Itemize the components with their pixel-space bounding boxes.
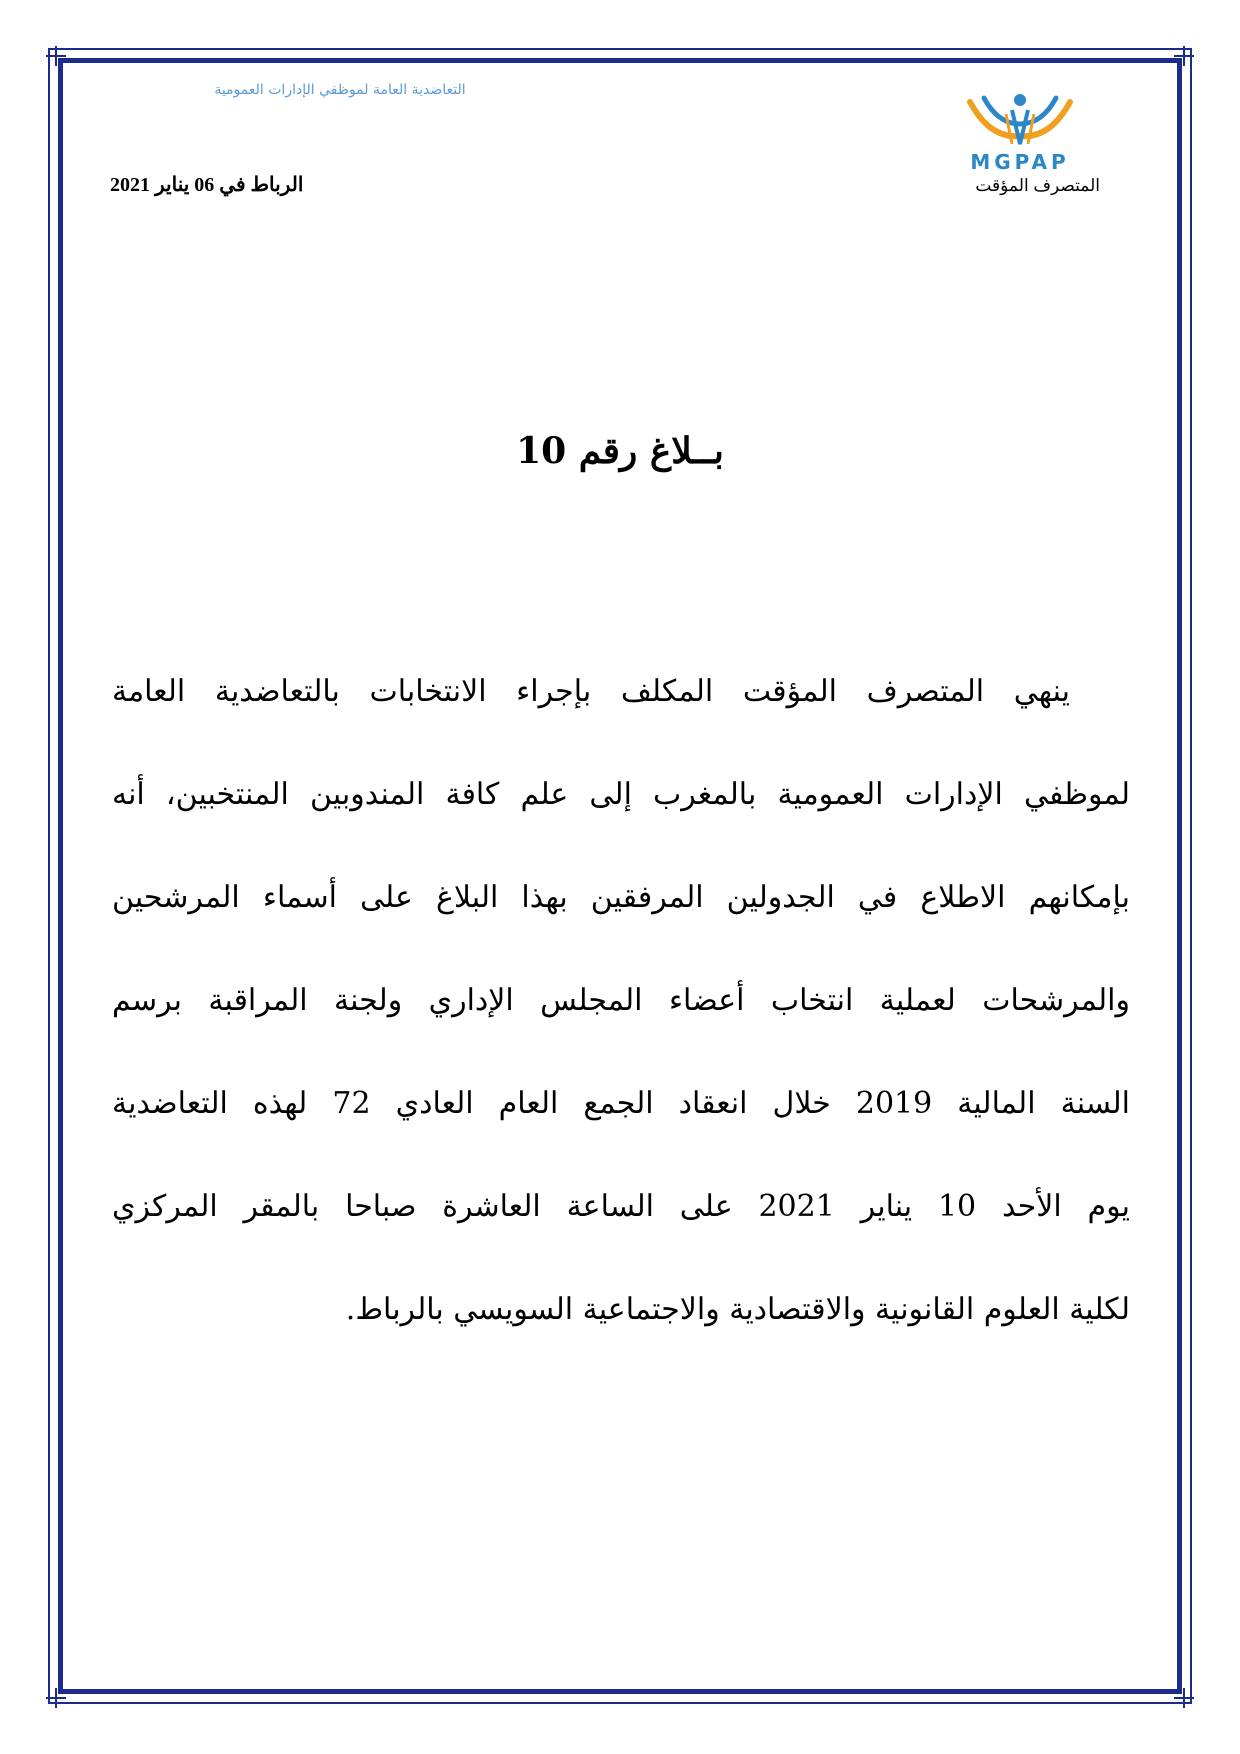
corner-ornament-bottom-right: [1174, 1688, 1194, 1708]
body-line: والمرشحات لعملية انتخاب أعضاء المجلس الإداري ولجنة المراقبة برسم: [112, 983, 1130, 1018]
mgpap-logo: [950, 84, 1090, 176]
logo-wordmark: MGPAP: [970, 150, 1070, 174]
body-line: ينهي المتصرف المؤقت المكلف بإجراء الانتخابات بالتعاضدية العامة: [112, 674, 1070, 709]
logo-emblem-icon: [950, 84, 1090, 154]
body-line: لموظفي الإدارات العمومية بالمغرب إلى علم كافة المندوبين المنتخبين، أنه: [112, 777, 1130, 812]
corner-ornament-bottom-left: [46, 1688, 66, 1708]
place-date: الرباط في 06 يناير 2021: [110, 174, 304, 196]
header-tagline: التعاضدية العامة لموظفي الإدارات العمومية: [214, 82, 466, 98]
issuer-label: المتصرف المؤقت: [975, 176, 1100, 195]
body-line: يوم الأحد 10 يناير 2021 على الساعة العاشرة صباحا بالمقر المركزي: [112, 1189, 1130, 1224]
body-line: لكلية العلوم القانونية والاقتصادية والاجتماعية السويسي بالرباط.: [345, 1292, 1130, 1327]
corner-ornament-top-left: [46, 46, 66, 66]
communique-body: [112, 640, 1130, 1361]
body-line: بإمكانهم الاطلاع في الجدولين المرفقين بهذا البلاغ على أسماء المرشحين: [112, 880, 1130, 915]
body-line: السنة المالية 2019 خلال انعقاد الجمع العام العادي 72 لهذه التعاضدية: [112, 1086, 1130, 1121]
corner-ornament-top-right: [1174, 46, 1194, 66]
communique-title: بــلاغ رقم 10: [516, 430, 724, 472]
